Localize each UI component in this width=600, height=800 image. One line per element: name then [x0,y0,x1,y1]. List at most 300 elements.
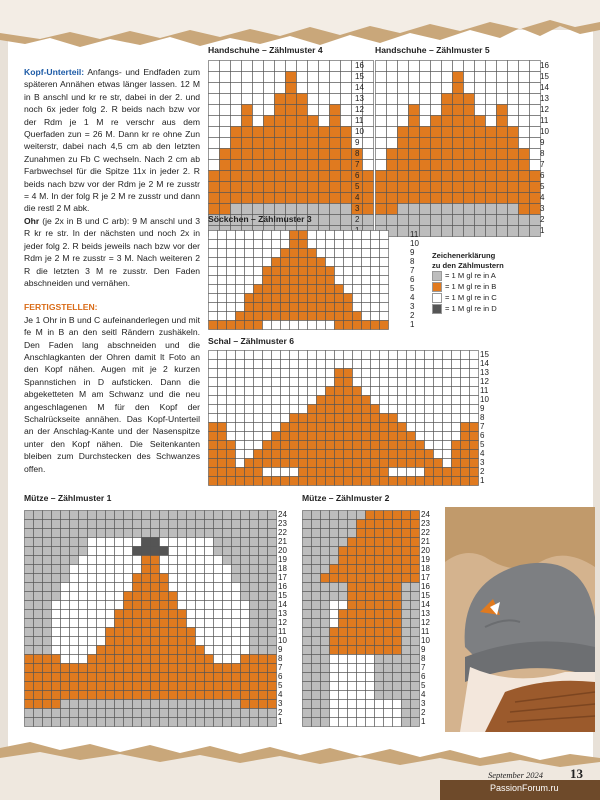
cell [335,405,344,414]
cell [475,226,486,237]
cell [133,628,142,637]
cell [393,628,402,637]
cell [398,160,409,171]
cell [34,700,43,709]
cell [25,673,34,682]
cell [241,520,250,529]
cell [236,321,245,330]
cell [321,664,330,673]
cell [508,94,519,105]
cell [142,610,151,619]
row-number: 18 [421,564,430,573]
cell [124,511,133,520]
cell [375,511,384,520]
cell [303,556,312,565]
cell [178,619,187,628]
cell [227,240,236,249]
legend-text-d: = 1 M gl re in D [445,304,497,313]
cell [254,432,263,441]
cell [387,138,398,149]
row-number: 7 [278,663,283,672]
cell [218,459,227,468]
cell [205,655,214,664]
cell [245,285,254,294]
cell [362,249,371,258]
cell [431,72,442,83]
cell [407,369,416,378]
cell [205,583,214,592]
cell [223,538,232,547]
cell [308,294,317,303]
cell [312,709,321,718]
cell [357,646,366,655]
cell [312,691,321,700]
cell [326,249,335,258]
cell [169,511,178,520]
cell [452,468,461,477]
cell [308,231,317,240]
cell [387,204,398,215]
cell [486,105,497,116]
cell [387,105,398,116]
cell [508,83,519,94]
cell [393,682,402,691]
cell [319,182,330,193]
cell [321,619,330,628]
cell [497,127,508,138]
cell [263,387,272,396]
row-number: 9 [355,138,360,147]
chart-muetze-2 [302,510,420,727]
cell [115,700,124,709]
cell [308,387,317,396]
cell [281,294,290,303]
cell [442,215,453,226]
cell [232,646,241,655]
cell [79,718,88,727]
cell [425,351,434,360]
cell [268,619,277,628]
cell [43,655,52,664]
cell [357,610,366,619]
cell [250,637,259,646]
cell [115,637,124,646]
cell [470,351,479,360]
cell [209,267,218,276]
cell [348,565,357,574]
cell [169,610,178,619]
cell [530,171,541,182]
cell [290,396,299,405]
cell [339,709,348,718]
cell [88,628,97,637]
legend-title-1: Zeichenerklärung [432,251,496,260]
cell [442,83,453,94]
cell [402,691,411,700]
cell [242,160,253,171]
cell [335,477,344,486]
cell [52,601,61,610]
cell [34,655,43,664]
cell [362,405,371,414]
legend-text-c: = 1 M gl re in C [445,293,497,302]
cell [245,432,254,441]
cell [357,655,366,664]
cell [61,565,70,574]
cell [299,423,308,432]
cell [375,646,384,655]
cell [335,468,344,477]
cell [317,387,326,396]
cell [232,682,241,691]
cell [268,574,277,583]
cell [297,105,308,116]
cell [339,628,348,637]
cell [263,351,272,360]
cell [236,285,245,294]
cell [268,592,277,601]
cell [227,369,236,378]
cell [297,171,308,182]
cell [398,468,407,477]
cell [275,105,286,116]
cell [290,276,299,285]
cell [178,691,187,700]
cell [115,655,124,664]
cell [330,565,339,574]
cell [227,477,236,486]
cell [88,619,97,628]
cell [205,664,214,673]
cell [227,378,236,387]
cell [220,138,231,149]
cell [25,682,34,691]
cell [61,511,70,520]
cell [375,547,384,556]
cell [43,520,52,529]
cell [357,511,366,520]
cell [88,691,97,700]
cell [209,321,218,330]
cell [253,193,264,204]
cell [286,138,297,149]
cell [25,655,34,664]
cell [363,215,374,226]
cell [409,171,420,182]
cell [530,61,541,72]
row-number: 4 [355,193,360,202]
cell [297,193,308,204]
cell [348,673,357,682]
cell [88,664,97,673]
cell [124,583,133,592]
cell [420,61,431,72]
cell [97,664,106,673]
row-number: 8 [410,257,415,266]
cell [402,664,411,673]
cell [339,637,348,646]
cell [353,405,362,414]
cell [299,276,308,285]
cell [416,468,425,477]
cell [236,294,245,303]
cell [52,700,61,709]
cell [25,700,34,709]
cell [470,360,479,369]
cell [530,83,541,94]
cell [52,709,61,718]
cell [416,378,425,387]
cell [389,414,398,423]
cell [290,378,299,387]
cell [61,538,70,547]
cell [497,226,508,237]
legend-text-a: = 1 M gl re in A [445,271,496,280]
cell [259,538,268,547]
cell [196,583,205,592]
cell [339,673,348,682]
page-number: 13 [570,766,583,781]
cell [398,360,407,369]
cell [263,477,272,486]
cell [97,538,106,547]
cell [250,610,259,619]
cell [133,547,142,556]
cell [142,619,151,628]
cell [308,423,317,432]
cell [341,105,352,116]
cell [209,405,218,414]
cell [470,459,479,468]
cell [416,459,425,468]
cell [43,664,52,673]
cell [330,138,341,149]
cell [299,432,308,441]
row-number: 10 [278,636,287,645]
cell [253,61,264,72]
cell [196,547,205,556]
cell [371,303,380,312]
cell [268,547,277,556]
cell [209,94,220,105]
cell [223,565,232,574]
cell [34,538,43,547]
cell [519,215,530,226]
cell [362,378,371,387]
cell [133,700,142,709]
cell [34,673,43,682]
cell [88,682,97,691]
cell [376,138,387,149]
cell [380,285,389,294]
cell [290,450,299,459]
cell [398,396,407,405]
chart-title-m1: Mütze – Zählmuster 1 [24,493,112,503]
cell [281,303,290,312]
cell [353,450,362,459]
cell [384,538,393,547]
cell [205,547,214,556]
cell [371,387,380,396]
cell [486,116,497,127]
cell [357,673,366,682]
cell [344,477,353,486]
cell [497,94,508,105]
row-number: 1 [540,226,545,235]
row-number: 17 [278,573,287,582]
cell [362,432,371,441]
cell [142,520,151,529]
cell [264,61,275,72]
cell [366,655,375,664]
cell [220,127,231,138]
cell [209,249,218,258]
cell [461,360,470,369]
cell [409,215,420,226]
cell [464,94,475,105]
row-number: 6 [278,672,283,681]
cell [133,682,142,691]
cell [254,459,263,468]
cell [387,116,398,127]
cell [497,72,508,83]
cell [411,673,420,682]
cell [317,414,326,423]
cell [335,423,344,432]
cell [486,138,497,149]
cell [453,160,464,171]
cell [371,321,380,330]
cell [326,294,335,303]
cell [263,432,272,441]
cell [452,477,461,486]
cell [425,396,434,405]
cell [380,258,389,267]
cell [330,628,339,637]
cell [281,459,290,468]
row-number: 3 [480,458,485,467]
cell [308,441,317,450]
cell [151,610,160,619]
cell [133,529,142,538]
cell [442,127,453,138]
cell [209,396,218,405]
cell [61,718,70,727]
cell [362,441,371,450]
cell [475,116,486,127]
cell [232,556,241,565]
cell [187,628,196,637]
cell [133,610,142,619]
cell [348,547,357,556]
cell [241,565,250,574]
cell [317,441,326,450]
cell [88,718,97,727]
cell [376,215,387,226]
cell [169,700,178,709]
cell [330,547,339,556]
cell [245,258,254,267]
cell [264,204,275,215]
cell [312,574,321,583]
cell [115,538,124,547]
cell [272,285,281,294]
cell [281,405,290,414]
cell [250,592,259,601]
cell [245,423,254,432]
row-number: 15 [480,350,489,359]
cell [431,138,442,149]
cell [407,450,416,459]
cell [160,556,169,565]
cell [376,182,387,193]
row-number: 11 [355,116,364,125]
cell [371,468,380,477]
cell [411,619,420,628]
cell [443,450,452,459]
cell [88,610,97,619]
row-number: 5 [410,284,415,293]
cell [475,215,486,226]
cell [434,414,443,423]
cell [169,592,178,601]
cell [79,637,88,646]
cell [402,583,411,592]
cell [443,387,452,396]
cell [263,267,272,276]
cell [272,321,281,330]
cell [187,637,196,646]
cell [475,149,486,160]
cell [124,718,133,727]
cell [259,592,268,601]
cell [353,285,362,294]
cell [187,601,196,610]
cell [376,105,387,116]
cell [232,547,241,556]
row-number: 9 [421,645,426,654]
cell [344,369,353,378]
cell [425,459,434,468]
cell [272,396,281,405]
cell [508,61,519,72]
cell [97,718,106,727]
row-number: 2 [480,467,485,476]
cell [209,294,218,303]
cell [475,127,486,138]
cell [88,565,97,574]
cell [169,556,178,565]
cell [308,171,319,182]
cell [236,258,245,267]
cell [416,405,425,414]
row-number: 6 [540,171,545,180]
cell [398,138,409,149]
swatch-a [432,271,442,281]
cell [160,511,169,520]
row-number: 1 [278,717,283,726]
cell [241,547,250,556]
cell [384,646,393,655]
cell [272,432,281,441]
cell [263,360,272,369]
cell [205,538,214,547]
cell [380,267,389,276]
cell [519,61,530,72]
cell [376,127,387,138]
cell [272,258,281,267]
cell [442,116,453,127]
